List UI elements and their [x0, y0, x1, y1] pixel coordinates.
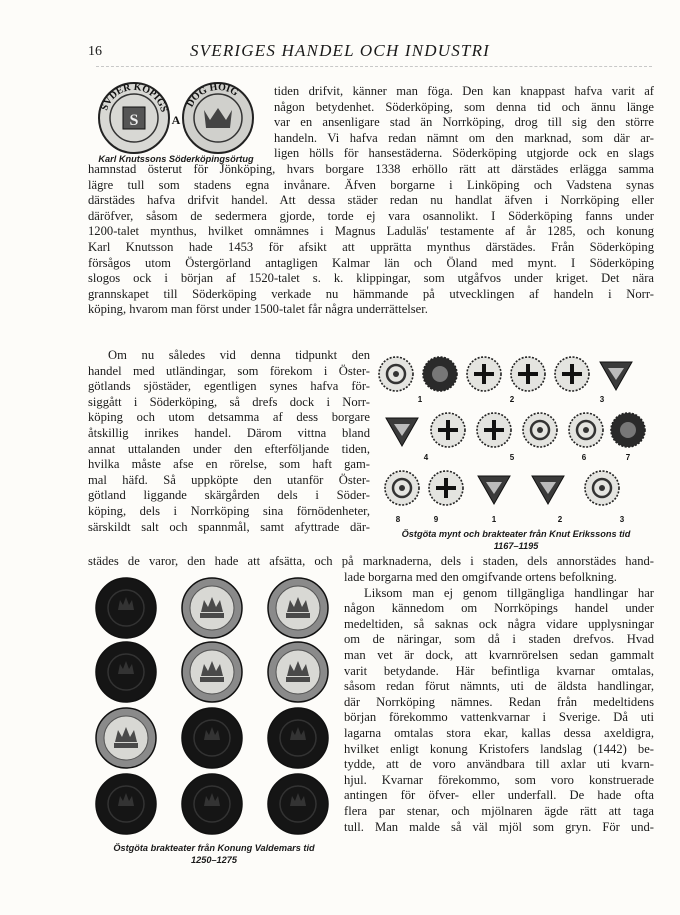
- text-line: därstädes hafva drifvit handel. Att dessa städer redan nu handlat äfven i Norrköping eller: [88, 193, 654, 208]
- bracteate-coin: [96, 774, 156, 834]
- text-line: hjul. Kvarnar förekommo, som voro konstruerade: [344, 772, 654, 787]
- text-line: siggått i Söderköping, så drefs dock i Norr-: [88, 394, 370, 409]
- bracteate-coin: [182, 642, 242, 702]
- bracteate-coin: [511, 357, 545, 391]
- coin-number-label: 4: [423, 453, 429, 462]
- bracteate-coin: [386, 418, 418, 446]
- svg-text:SVDER KOPIGS: SVDER KOPIGS: [99, 81, 170, 114]
- seal-letter: A: [171, 113, 181, 127]
- middle-coins-image: [376, 350, 654, 530]
- text-line: handeln. Vi hafva redan nämnt om den marknad, som där ar-: [274, 130, 654, 145]
- text-line: däröfver, såsom de sedermera gjorde, torde ej vara osannolikt. I Söderköping fanns under: [88, 208, 654, 223]
- text-line: man vet är dock, att kvarnrörelsen sedan gammalt: [344, 647, 654, 662]
- bracteate-coin: [96, 642, 156, 702]
- bottom-coin-figure: [88, 574, 338, 836]
- bracteate-coin: [431, 413, 465, 447]
- text-line: särskildt salt och spannmål, samt afyttrade där-: [88, 519, 370, 534]
- text-line: medeltiden, så saknas ock några vidare upplysningar: [344, 616, 654, 631]
- text-line: tiden drifvit, känner man föga. Den kan knappast hafva varit af: [274, 84, 654, 98]
- text-line: såsom redan förut nämnts, uti de äldsta handlingar,: [344, 679, 654, 694]
- text-line: antingen för öfver- eller underfall. De hade ofta: [344, 788, 654, 803]
- text-line: Om nu således vid denna tidpunkt den: [108, 348, 370, 362]
- text-line: grannskapet till Söderköping verkade nu hämmande på utvecklingen af handeln i Norr-: [88, 286, 654, 301]
- coin-number-label: 2: [509, 395, 515, 404]
- text-line: början förekommo vattenkvarnar i Sverige. Då uti: [344, 710, 654, 725]
- bracteate-coin: [268, 642, 328, 702]
- bracteate-coin: [182, 774, 242, 834]
- seal-left-coin: [99, 82, 169, 153]
- bracteate-coin: [611, 413, 645, 447]
- text-block-3: [88, 348, 370, 535]
- text-line: tydde, att de voro användbara till axlar uti kvarn-: [344, 757, 654, 772]
- bracteate-coin: [523, 413, 557, 447]
- text-line: Liksom man ej genom tillgängliga handlingar har: [364, 585, 654, 600]
- text-line: köping och utom detsamma af dess borgare: [88, 410, 370, 425]
- bracteate-coin: [182, 708, 242, 768]
- text-line: handel med utländingar, som förekom i Öster-: [88, 363, 370, 378]
- seal-figure: [92, 80, 260, 158]
- text-line: lägre tull som stadens egna invånare. Äfven borgarne i Linköping och Vadstena synas: [88, 177, 654, 192]
- text-block-4: [88, 554, 654, 570]
- coin-number-label: 2: [557, 515, 563, 524]
- text-line: 1200-talet mynthus, hvilket omnämnes i Magnus Laduläs' testamente af år 1285, och konung: [88, 224, 654, 239]
- bracteate-coin: [467, 357, 501, 391]
- bottom-caption-line1: Östgöta brakteater från Konung Valdemars tid: [113, 843, 315, 853]
- text-line: mal häfd. Så uppköpte den utanför Öster-: [88, 472, 370, 487]
- header-rule: [96, 66, 652, 67]
- text-line: lagarna omtalas stora ekar, kallas dessa axeldigra,: [344, 725, 654, 740]
- bracteate-coin: [569, 413, 603, 447]
- bracteate-coin: [478, 476, 510, 504]
- bracteate-coin: [268, 774, 328, 834]
- bracteate-coin: [585, 471, 619, 505]
- middle-coin-figure: [376, 350, 654, 530]
- text-line: annat uttalanden under den efterföljande tiden,: [88, 441, 370, 456]
- bracteate-coin: [96, 578, 156, 638]
- text-line: städes de varor, den hade att afsätta, och på marknaderna, dels i staden, dels annorstädes hand-: [88, 554, 654, 568]
- text-line: Karl Knutsson hade 1453 för afsikt att upprätta mynthus därstädes. Från Söderköping: [88, 239, 654, 254]
- coin-number-label: 8: [395, 515, 401, 524]
- bracteate-coin: [555, 357, 589, 391]
- text-line: försågos utom Östergörland antagligen Kalmar län och Öland med mynt. I Söderköping: [88, 255, 654, 270]
- text-line: om de näringar, som då i staden drefvos. Hvad: [344, 632, 654, 647]
- bracteate-coin: [379, 357, 413, 391]
- page-number: 16: [88, 44, 102, 59]
- middle-caption-line1: Östgöta mynt och brakteater från Knut Erikssons tid: [401, 529, 631, 539]
- bracteate-coin: [182, 578, 242, 638]
- bracteate-coin: [268, 578, 328, 638]
- text-line: köping, dels i Norrköping sina förnödenheter,: [88, 503, 370, 518]
- text-line: slogos ock i början af 1520-talet s. k. klippingar, som utgåfvos under kriget. Det nära: [88, 271, 654, 286]
- text-line: köping, hvarom man först under 1500-talet får några underrättelser.: [88, 302, 428, 317]
- coin-number-label: 3: [619, 515, 625, 524]
- text-line: ligen hölls för hansestäderna. Söderköping utgjorde ock en slags: [274, 146, 654, 161]
- text-line: hvilka måste afse en rörelse, som haft gam-: [88, 457, 370, 472]
- bracteate-coin: [423, 357, 457, 391]
- text-line: åtskillig inrikes handel. Därom vittna bland: [88, 425, 370, 440]
- text-line: flera par stenar, och mjölnaren ägde rätt att taga: [344, 803, 654, 818]
- text-line: någon kännedom om Norrköpings handel under: [344, 601, 654, 616]
- text-line: götlands sjöstäder, egentligen synes hafva för-: [88, 379, 370, 394]
- middle-caption-line2: 1167–1195: [493, 541, 539, 551]
- text-line: varit betydande. Här befintliga kvarnar omtalas,: [344, 663, 654, 678]
- text-line: tull. Man malde så väl mjöl som gryn. För und-: [344, 819, 654, 834]
- running-title: SVERIGES HANDEL OCH INDUSTRI: [189, 41, 491, 60]
- coin-number-label: 1: [417, 395, 423, 404]
- bracteate-coin: [532, 476, 564, 504]
- seal-caption: Karl Knutssons Söderköpingsörtug: [98, 154, 254, 164]
- bracteate-coin: [268, 708, 328, 768]
- seal-right-coin: [183, 82, 253, 153]
- text-line: var en ansenligare stad än Norrköping, drog till sig den större: [274, 115, 654, 130]
- text-line: götland liggande skärgården dels i Söder-: [88, 488, 370, 503]
- bracteate-coin: [96, 708, 156, 768]
- middle-caption: [380, 528, 652, 552]
- bottom-caption-line2: 1250–1275: [191, 855, 237, 865]
- bracteate-coin: [385, 471, 419, 505]
- coin-number-label: 3: [599, 395, 605, 404]
- seal-coins-image: [92, 80, 260, 158]
- text-line: där Norrköping nämnes. Redan från medeltidens: [344, 694, 654, 709]
- svg-text:S: S: [129, 112, 139, 129]
- coin-number-label: 7: [625, 453, 631, 462]
- text-line: hvilket enligt konung Kristofers landslag (1442) be-: [344, 741, 654, 756]
- text-line: hamnstad österut för Jönköping, hvars borgare 1338 erhöllo rätt att därstädes erlägga samma: [88, 162, 654, 176]
- bottom-coins-image: [88, 574, 338, 836]
- bracteate-coin: [600, 362, 632, 390]
- text-line: någon betydenhet. Söderköping, som denna tid och ännu länge: [274, 99, 654, 114]
- text-block-5: [344, 570, 654, 835]
- text-block-2: [88, 162, 654, 318]
- text-block-1: [274, 84, 654, 162]
- coin-number-label: 6: [581, 453, 587, 462]
- bracteate-coin: [477, 413, 511, 447]
- bottom-caption: [92, 842, 336, 866]
- coin-number-label: 5: [509, 453, 515, 462]
- bracteate-coin: [429, 471, 463, 505]
- svg-text:DOG HOIG: DOG HOIG: [184, 81, 241, 110]
- text-line: lade borgarna med den omgifvande ortens befolkning.: [344, 570, 617, 584]
- coin-number-label: 9: [433, 515, 439, 524]
- coin-number-label: 1: [491, 515, 497, 524]
